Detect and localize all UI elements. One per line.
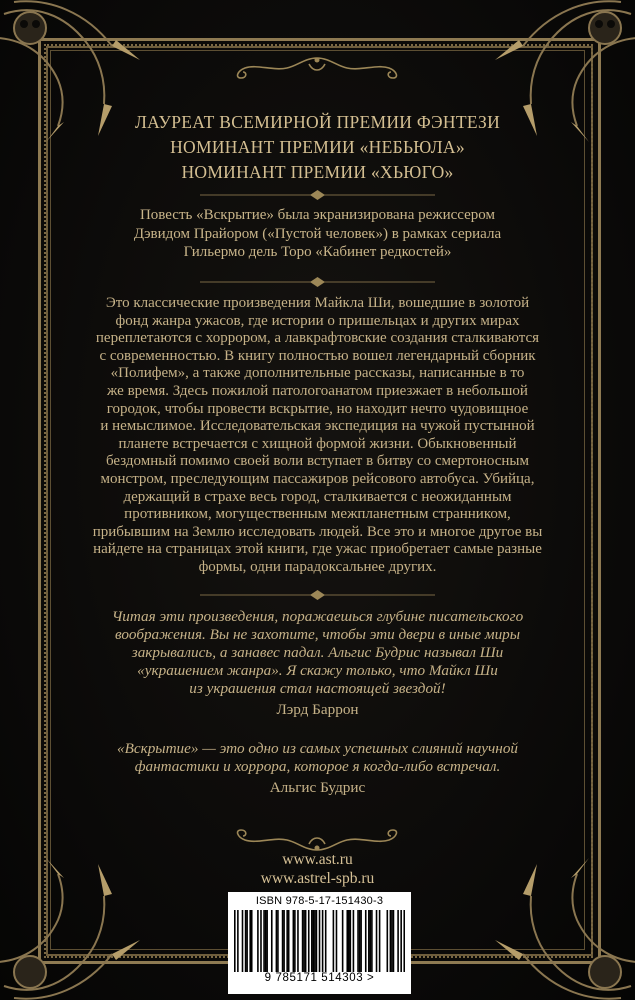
blurb-line: прибывшим на Землю исследовать людей. Все это и многое другое вы	[92, 523, 543, 540]
blurb-line: Это классические произведения Майкла Ши, вошедшие в золотой	[105, 295, 530, 311]
claw-ornament-bottom-left	[0, 856, 144, 1000]
barcode-bar	[283, 910, 285, 972]
barcode-bar	[342, 910, 344, 972]
blurb-line: планете встречается с хищной формой жизни. Обыкновенный	[118, 435, 517, 452]
barcode-bar	[370, 910, 372, 972]
barcode-bar	[293, 910, 295, 972]
barcode-bar	[277, 910, 279, 972]
barcode-bar	[251, 910, 253, 972]
blurb-line: противником, могущественным межпланетным странником,	[124, 506, 511, 523]
quote-line: из украшения стал настоящей звездой!	[189, 680, 446, 697]
barcode-bar	[365, 910, 367, 972]
note-line: Повесть «Вскрытие» была экранизирована режиссером	[139, 207, 496, 223]
barcode-bar	[387, 910, 389, 972]
award-line: НОМИНАНТ ПРЕМИИ «ХЬЮГО»	[181, 162, 454, 182]
barcode-bar	[376, 910, 378, 972]
barcode-label	[228, 892, 411, 994]
barcode-bar	[346, 910, 348, 972]
barcode-bar	[260, 910, 262, 972]
divider-ornament	[200, 588, 435, 602]
quote-line: фантастики и хоррора, которое я когда-либо встречал.	[134, 758, 501, 775]
blurb-line: же время. Здесь пожилой патологоанатом приезжает в небольшой	[107, 382, 528, 399]
barcode-bar	[350, 910, 352, 972]
quote-author: Лэрд Баррон	[276, 701, 359, 718]
barcode-bar	[245, 910, 247, 972]
publisher-websites	[200, 850, 435, 888]
barcode-bar	[393, 910, 395, 972]
blurb-line: держащий в страхе весь город, сталкивается с неожиданным	[123, 488, 512, 505]
blurb-line: формы, одни парадоксальнее других.	[198, 558, 437, 575]
barcode-bar	[357, 910, 359, 972]
barcode-bar	[379, 910, 381, 972]
award-line: НОМИНАНТ ПРЕМИИ «НЕБЬЮЛА»	[170, 137, 465, 157]
barcode-bar	[403, 910, 405, 972]
blurb-line: переплетаются с хоррором, а лавкрафтовские создания сталкиваются	[95, 330, 540, 347]
barcode-bar	[297, 910, 299, 972]
award-line: ЛАУРЕАТ ВСЕМИРНОЙ ПРЕМИИ ФЭНТЕЗИ	[134, 112, 501, 132]
barcode-bar	[390, 910, 392, 972]
barcode-bar	[288, 910, 290, 972]
barcode-bar	[234, 910, 236, 972]
blurb-line: городок, чтобы провести вскрытие, но находит нечто чудовищное	[106, 400, 529, 417]
barcode-bar	[359, 910, 361, 972]
barcode-bar	[316, 910, 318, 972]
note-line: Гильермо дель Торо «Кабинет редкостей»	[183, 244, 452, 260]
barcode-bar	[303, 910, 305, 972]
barcode-bars	[234, 910, 405, 972]
website-link[interactable]: www.astrel-spb.ru	[260, 870, 375, 887]
blurb-line: найдете на страницах этой книги, где ужас приобретает самые разные	[93, 541, 542, 558]
blurb-line: монстром, преследующим пассажиров рейсового автобуса. Убийца,	[100, 470, 535, 487]
barcode-bar	[360, 910, 362, 972]
review-quote-barron	[68, 608, 567, 719]
barcode-bar	[249, 910, 251, 972]
review-quote-budrys	[68, 740, 567, 797]
barcode-bar	[319, 910, 321, 972]
barcode-bar	[271, 910, 273, 972]
barcode-bar	[336, 910, 338, 972]
blurb-line: бездомный помимо своей воли вступает в битву со смертоносным	[105, 453, 529, 470]
quote-line: Читая эти произведения, поражаешься глубине писательского	[111, 608, 524, 625]
barcode-bar	[400, 910, 402, 972]
divider-ornament	[200, 275, 435, 289]
barcode-bar	[322, 910, 324, 972]
barcode-bar	[276, 910, 278, 972]
barcode-bar	[308, 910, 310, 972]
barcode-bar	[237, 910, 239, 972]
barcode-bar	[311, 910, 313, 972]
barcode-bar	[314, 910, 316, 972]
barcode-bar	[348, 910, 350, 972]
barcode-bar	[242, 910, 244, 972]
awards-block	[60, 110, 575, 185]
quote-line: воображения. Вы не захотите, чтобы эти двери в иные миры	[114, 626, 521, 643]
blurb-line: фонд жанра ужасов, где истории о пришельцах и других мирах	[115, 312, 520, 329]
barcode-bar	[368, 910, 370, 972]
quote-line: «Вскрытие» — это одно из самых успешных слияний научной	[116, 740, 519, 757]
barcode-bar	[313, 910, 315, 972]
barcode-bar	[265, 910, 267, 972]
quote-line: «украшением жанра». Я скажу только, что Майкл Ши	[137, 662, 498, 679]
barcode-bar	[282, 910, 284, 972]
barcode-bar	[353, 910, 355, 972]
barcode-bar	[266, 910, 268, 972]
divider-ornament	[200, 188, 435, 202]
isbn-text: ISBN 978-5-17-151430-3	[255, 895, 384, 907]
barcode-bar	[263, 910, 265, 972]
quote-line: закрывались, а занавес падал. Альгис Будрис называл Ши	[131, 644, 504, 661]
barcode-bar	[397, 910, 399, 972]
screen-adaptation-note	[90, 206, 545, 262]
barcode-bar	[286, 910, 288, 972]
barcode-bar	[391, 910, 393, 972]
barcode-bar	[371, 910, 373, 972]
book-description	[68, 295, 567, 577]
quote-author: Альгис Будрис	[269, 779, 366, 796]
website-link[interactable]: www.ast.ru	[282, 851, 353, 868]
barcode-bar	[257, 910, 259, 972]
barcode-digits: 9 785171 514303 >	[264, 972, 375, 984]
blurb-line: с современностью. В книгу полностью вошел легендарный сборник	[99, 347, 536, 364]
barcode-bar	[333, 910, 335, 972]
claw-ornament-bottom-right	[491, 856, 635, 1000]
barcode-bar	[294, 910, 296, 972]
barcode-bar	[325, 910, 327, 972]
barcode-bar	[305, 910, 307, 972]
scroll-ornament-top	[217, 54, 417, 82]
barcode-bar	[302, 910, 304, 972]
note-line: Дэвидом Прайором («Пустой человек») в рамках сериала	[133, 225, 502, 242]
blurb-line: «Полифем», а также дополнительные рассказы, написанные в то	[110, 365, 525, 382]
barcode-bar	[246, 910, 248, 972]
blurb-line: и немыслимое. Исследовательская экспедиция на чужой пустынной	[100, 418, 535, 435]
